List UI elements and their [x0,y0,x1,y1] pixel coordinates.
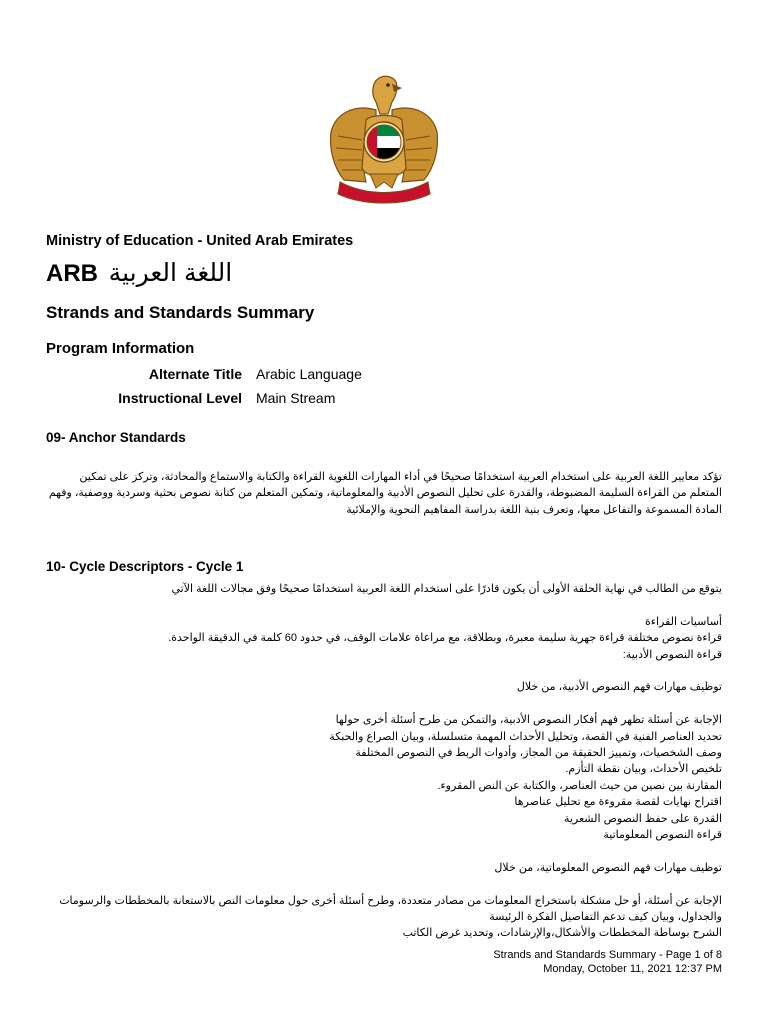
text-line: قراءة النصوص الأدبية: [622,648,722,661]
text-line: تلخيص الأحداث، وبيان نقطة التأزم. [565,763,722,776]
subject-heading [46,258,232,288]
anchor-standards-text [42,469,722,518]
uae-emblem [326,70,442,205]
text-line: الإجابة عن أسئلة تظهر فهم أفكار النصوص الأدبية، والتمكن من طرح أسئلة أخرى حولها [335,714,722,727]
text-line: توظيف مهارات فهم النصوص المعلوماتية، من خلال [494,861,722,874]
info-value: Arabic Language [256,366,362,382]
text-line: المقارنة بين نصين من حيث العناصر، والكتابة عن النص المقروء. [437,779,722,792]
text-line: قراءة نصوص مختلفة قراءة جهرية سليمة معبرة، وبطلاقة، مع مراعاة علامات الوقف، في حدود 60 كلمة في الدقيقة الواحدة. [168,632,722,645]
text-line: يتوقع من الطالب في نهاية الحلقة الأولى أن يكون قادرًا على استخدام اللغة العربية استخدامًا صحيحًا وفق مجالات اللغة الآتي [171,583,722,595]
organization-name: Ministry of Education - United Arab Emirates [46,233,354,249]
text-line: المتعلم من القراءة السليمة المضبوطة، والقدرة على تحليل النصوص الأدبية والمعلوماتية، وتمكين المتعلم من كتابة نصوص بحثية وسردية ووصفية، وفهم [48,487,722,500]
program-info-heading: Program Information [46,340,195,357]
text-line: الشرح بوساطة المخططات والأشكال،والإرشادات، وتحديد غرض الكاتب [402,927,722,940]
info-label: Instructional Level [118,390,242,406]
text-line: المادة المسموعة والتفاعل معها، وتعرف بنية اللغة بدراسة المفاهيم النحوية والإملائية [346,503,722,516]
text-line: وصف الشخصيات، وتمييز الحقيقة من المجاز، وأدوات الربط في النصوص المختلفة [355,747,722,760]
cycle-descriptors-heading: 10- Cycle Descriptors - Cycle 1 [46,559,244,574]
text-line: تؤكد معايير اللغة العربية على استخدام العربية استخدامًا صحيحًا في أداء المهارات اللغوية القراءة والكتابة والاستماع والمحادثة، وتركز على تمكين [79,471,722,483]
subject-code: ARB [46,260,98,287]
text-line: والجداول، وبيان كيف تدعم التفاصيل الفكرة الرئيسة [489,911,722,924]
page-footer [493,949,722,976]
text-line: القدرة على حفظ النصوص الشعرية [563,812,722,825]
text-line: تحديد العناصر الفنية في القصة، وتحليل الأحداث المهمة متسلسلة، وبيان الصراع والحبكة [329,730,722,743]
info-label: Alternate Title [148,366,242,382]
page-number: Strands and Standards Summary - Page 1 of 8 [493,949,722,961]
text-line: قراءة النصوص المعلوماتية [603,829,722,842]
print-timestamp: Monday, October 11, 2021 12:37 PM [543,962,722,975]
text-line: الإجابة عن أسئلة، أو حل مشكلة باستخراج المعلومات من مصادر متعددة، وطرح أسئلة أخرى حول معلومات النص بالاستعانة بالمخططات والرسومات [59,894,722,907]
text-line: أساسيات القراءة [645,615,722,628]
anchor-standards-heading: 09- Anchor Standards [46,430,186,445]
subject-name-arabic: اللغة العربية [108,259,233,287]
document-title: Strands and Standards Summary [46,303,315,322]
text-line: اقتراح نهايات لقصة مقروءة مع تحليل عناصرها [514,796,722,809]
text-line: توظيف مهارات فهم النصوص الأدبية، من خلال [516,681,722,694]
cycle-descriptors-text [42,581,722,942]
info-value: Main Stream [256,390,336,406]
